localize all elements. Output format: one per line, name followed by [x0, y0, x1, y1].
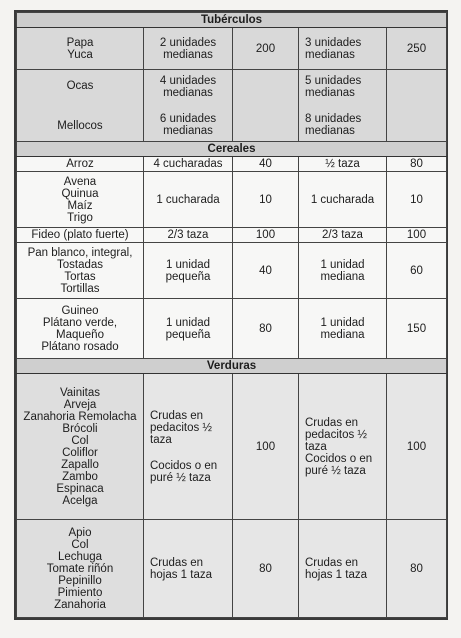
kcal-small-cell: 10 [233, 172, 299, 228]
portion-table [16, 12, 447, 618]
kcal-large-cell [387, 70, 447, 142]
portion-large-cell [299, 520, 387, 618]
food-name: Zapallo [61, 458, 99, 471]
portion-text: mediana [320, 328, 365, 341]
table-row [17, 243, 447, 299]
table-row [17, 228, 447, 243]
food-name: Tostadas [56, 258, 104, 271]
kcal-large-cell: 80 [387, 157, 447, 172]
kcal-small-cell: 80 [233, 520, 299, 618]
kcal-large-cell: 150 [387, 299, 447, 359]
food-portion-table [14, 10, 448, 620]
portion-large-cell [299, 28, 387, 70]
portion-text: pequeña [165, 328, 211, 341]
food-name: Mellocos [57, 119, 103, 132]
table-row [17, 520, 447, 618]
table-row [17, 70, 447, 142]
food-name: Pepinillo [58, 574, 102, 587]
portion-small-cell: 4 cucharadas [144, 157, 233, 172]
section-title-tuberculos: Tubérculos [17, 13, 447, 28]
food-name: Tortas [64, 270, 96, 283]
portion-large-cell [299, 70, 387, 142]
portion-small-cell [144, 28, 233, 70]
portion-large-cell [299, 243, 387, 299]
food-name: Apio [68, 526, 92, 539]
portion-text: Cocidos o en [150, 459, 218, 472]
portion-text: pequeña [165, 270, 211, 283]
food-name: Col [71, 538, 89, 551]
portion-text: Crudas en [305, 556, 359, 569]
kcal-large-cell: 10 [387, 172, 447, 228]
food-name: Papa [66, 36, 94, 49]
food-name: Guineo [61, 304, 99, 317]
food-cell [17, 172, 144, 228]
food-cell [17, 28, 144, 70]
food-cell: Fideo (plato fuerte) [17, 228, 144, 243]
portion-large-cell: 1 cucharada [299, 172, 387, 228]
food-cell [17, 243, 144, 299]
section-cereales [17, 142, 447, 359]
portion-text: medianas [305, 48, 355, 61]
kcal-large-cell: 60 [387, 243, 447, 299]
portion-text: pedacitos ½ [305, 428, 368, 441]
section-title-cereales: Cereales [17, 142, 447, 157]
section-title-verduras: Verduras [17, 359, 447, 374]
portion-text: Crudas en [305, 416, 359, 429]
food-name: Coliflor [62, 446, 98, 459]
kcal-large-cell: 100 [387, 228, 447, 243]
portion-large-cell [299, 299, 387, 359]
food-name: Yuca [67, 48, 93, 61]
portion-text: hojas 1 taza [305, 568, 368, 581]
portion-text: medianas [305, 124, 355, 137]
portion-text: medianas [163, 48, 213, 61]
portion-text: 1 unidad [320, 316, 365, 329]
food-name: Maíz [67, 199, 93, 212]
portion-text: medianas [163, 124, 213, 137]
table-row [17, 28, 447, 70]
food-cell [17, 299, 144, 359]
food-name: Brócoli [62, 422, 98, 435]
food-cell: Arroz [17, 157, 144, 172]
food-name: Ocas [66, 79, 94, 92]
kcal-large-cell: 250 [387, 28, 447, 70]
portion-small-cell [144, 374, 233, 520]
food-name: Avena [63, 175, 97, 188]
portion-small-cell [144, 299, 233, 359]
section-tuberculos [17, 13, 447, 142]
portion-small-cell [144, 520, 233, 618]
food-name: Col [71, 434, 89, 447]
portion-text: 1 unidad [165, 316, 211, 329]
food-name: Vainitas [59, 386, 101, 399]
kcal-small-cell [233, 70, 299, 142]
food-name: Espinaca [56, 482, 104, 495]
portion-large-cell: 2/3 taza [299, 228, 387, 243]
portion-text: 3 unidades [305, 36, 362, 49]
portion-small-cell [144, 243, 233, 299]
portion-text: 4 unidades [159, 74, 217, 87]
portion-text: hojas 1 taza [150, 568, 213, 581]
kcal-small-cell: 40 [233, 243, 299, 299]
kcal-small-cell: 200 [233, 28, 299, 70]
food-name: Lechuga [57, 550, 103, 563]
kcal-small-cell: 40 [233, 157, 299, 172]
portion-text: pedacitos ½ [150, 421, 213, 434]
table-row [17, 374, 447, 520]
food-cell [17, 520, 144, 618]
portion-text: mediana [320, 270, 365, 283]
food-name: Acelga [62, 494, 98, 507]
portion-text: medianas [305, 86, 355, 99]
food-name: Zambo [62, 470, 98, 483]
food-name: Pan blanco, integral, [27, 246, 133, 259]
portion-small-cell [144, 70, 233, 142]
kcal-small-cell: 100 [233, 228, 299, 243]
food-cell [17, 70, 144, 142]
portion-text: 1 unidad [165, 258, 211, 271]
food-name: Arveja [63, 398, 97, 411]
portion-text: Crudas en [150, 409, 204, 422]
portion-text: Crudas en [150, 556, 204, 569]
portion-text: 6 unidades [159, 112, 217, 125]
portion-text: medianas [163, 86, 213, 99]
food-name: Plátano rosado [41, 340, 119, 353]
kcal-small-cell: 100 [233, 374, 299, 520]
food-cell [17, 374, 144, 520]
portion-small-cell: 1 cucharada [144, 172, 233, 228]
food-name: Zanahoria [54, 598, 106, 611]
section-verduras [17, 359, 447, 618]
portion-small-cell: 2/3 taza [144, 228, 233, 243]
food-name: Pimiento [57, 586, 103, 599]
portion-text: puré ½ taza [150, 471, 211, 484]
portion-text: puré ½ taza [305, 464, 366, 477]
food-name: Plátano verde, [42, 316, 118, 329]
portion-text: 8 unidades [305, 112, 362, 125]
table-row [17, 172, 447, 228]
portion-large-cell [299, 374, 387, 520]
food-name: Quinua [61, 187, 99, 200]
food-name: Tomate riñón [46, 562, 114, 575]
portion-text: taza [150, 433, 172, 446]
portion-large-cell: ½ taza [299, 157, 387, 172]
portion-text: taza [305, 440, 327, 453]
portion-text: 2 unidades [159, 36, 217, 49]
kcal-large-cell: 100 [387, 374, 447, 520]
portion-text: Cocidos o en [305, 452, 373, 465]
food-name: Zanahoria Remolacha [23, 410, 137, 423]
food-name: Tortillas [60, 282, 100, 295]
portion-text: 1 unidad [320, 258, 365, 271]
table-row [17, 157, 447, 172]
kcal-small-cell: 80 [233, 299, 299, 359]
food-name: Trigo [67, 211, 93, 224]
portion-text: 5 unidades [305, 74, 362, 87]
food-name: Maqueño [56, 328, 104, 341]
table-row [17, 299, 447, 359]
kcal-large-cell: 80 [387, 520, 447, 618]
